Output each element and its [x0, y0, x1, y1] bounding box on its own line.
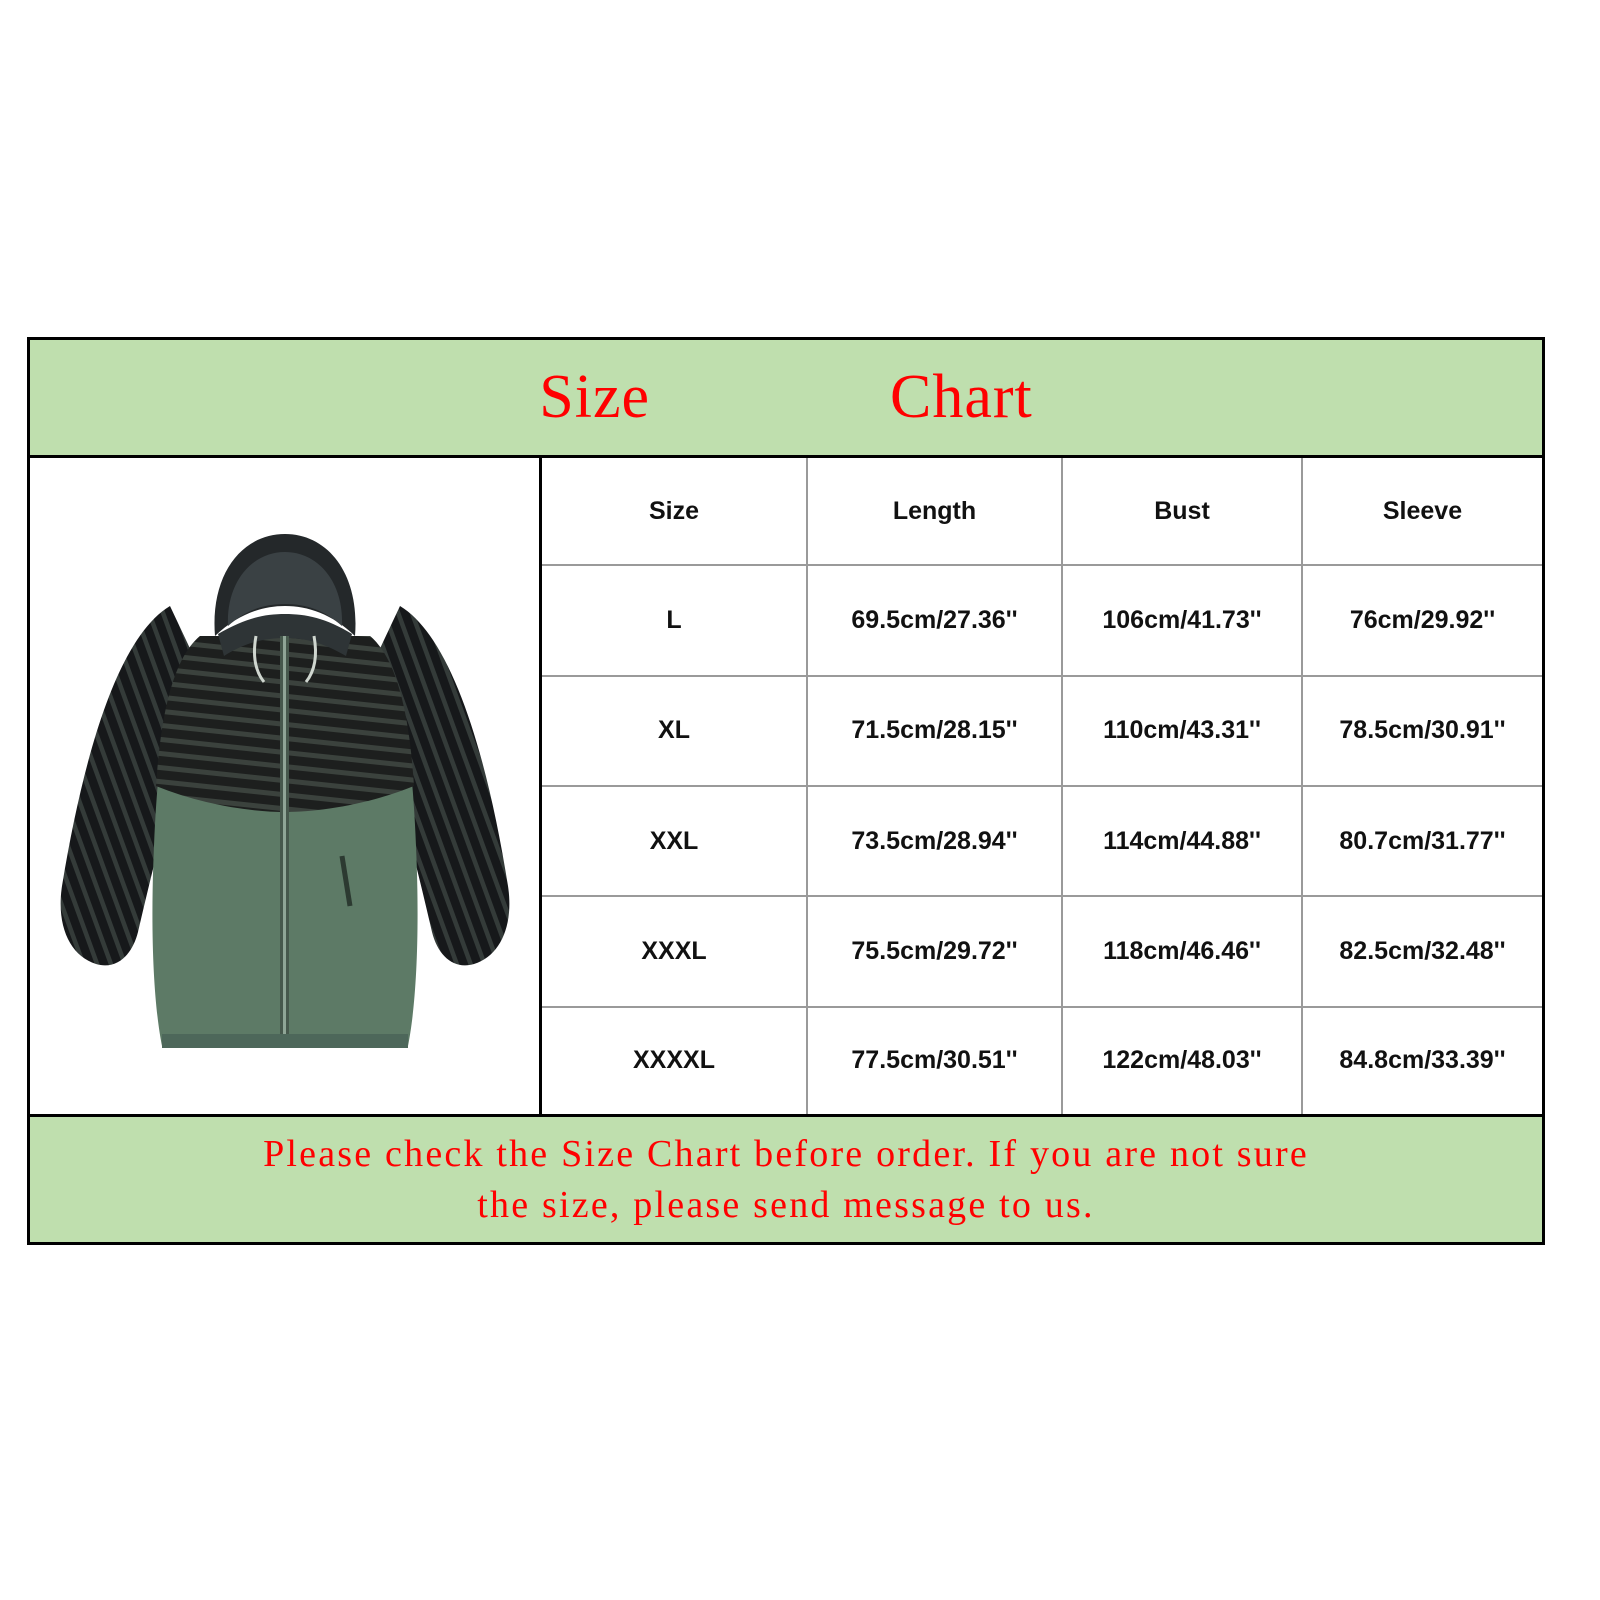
- cell-sleeve: 82.5cm/32.48'': [1302, 896, 1542, 1006]
- col-header-length: Length: [807, 458, 1062, 565]
- table-row: [542, 1007, 1542, 1114]
- size-table-cell: [542, 458, 1542, 1114]
- cell-bust: 118cm/46.46'': [1062, 896, 1302, 1006]
- cell-size: XXXXL: [542, 1007, 807, 1114]
- cell-bust: 110cm/43.31'': [1062, 676, 1302, 786]
- product-image-cell: [30, 458, 542, 1114]
- col-header-bust: Bust: [1062, 458, 1302, 565]
- cell-length: 73.5cm/28.94'': [807, 786, 1062, 896]
- table-row: [542, 896, 1542, 1006]
- chart-body: [30, 458, 1542, 1114]
- cell-sleeve: 78.5cm/30.91'': [1302, 676, 1542, 786]
- note-banner: [30, 1114, 1542, 1242]
- note-line-2: the size, please send message to us.: [477, 1183, 1095, 1226]
- title-word-size: Size: [539, 363, 650, 431]
- cell-bust: 122cm/48.03'': [1062, 1007, 1302, 1114]
- cell-sleeve: 76cm/29.92'': [1302, 565, 1542, 675]
- table-header-row: [542, 458, 1542, 565]
- title-word-chart: Chart: [890, 363, 1033, 431]
- cell-size: XXXL: [542, 896, 807, 1006]
- col-header-size: Size: [542, 458, 807, 565]
- cell-sleeve: 80.7cm/31.77'': [1302, 786, 1542, 896]
- title-banner: [30, 340, 1542, 458]
- cell-bust: 106cm/41.73'': [1062, 565, 1302, 675]
- size-table: [542, 458, 1542, 1114]
- cell-length: 71.5cm/28.15'': [807, 676, 1062, 786]
- cell-size: L: [542, 565, 807, 675]
- cell-sleeve: 84.8cm/33.39'': [1302, 1007, 1542, 1114]
- cell-length: 77.5cm/30.51'': [807, 1007, 1062, 1114]
- table-row: [542, 786, 1542, 896]
- cell-size: XL: [542, 676, 807, 786]
- cell-length: 75.5cm/29.72'': [807, 896, 1062, 1006]
- jacket-illustration: [50, 486, 520, 1086]
- table-row: [542, 565, 1542, 675]
- cell-size: XXL: [542, 786, 807, 896]
- cell-bust: 114cm/44.88'': [1062, 786, 1302, 896]
- cell-length: 69.5cm/27.36'': [807, 565, 1062, 675]
- col-header-sleeve: Sleeve: [1302, 458, 1542, 565]
- table-row: [542, 676, 1542, 786]
- note-line-1: Please check the Size Chart before order. If you are not sure: [263, 1132, 1309, 1175]
- size-chart-card: [27, 337, 1545, 1245]
